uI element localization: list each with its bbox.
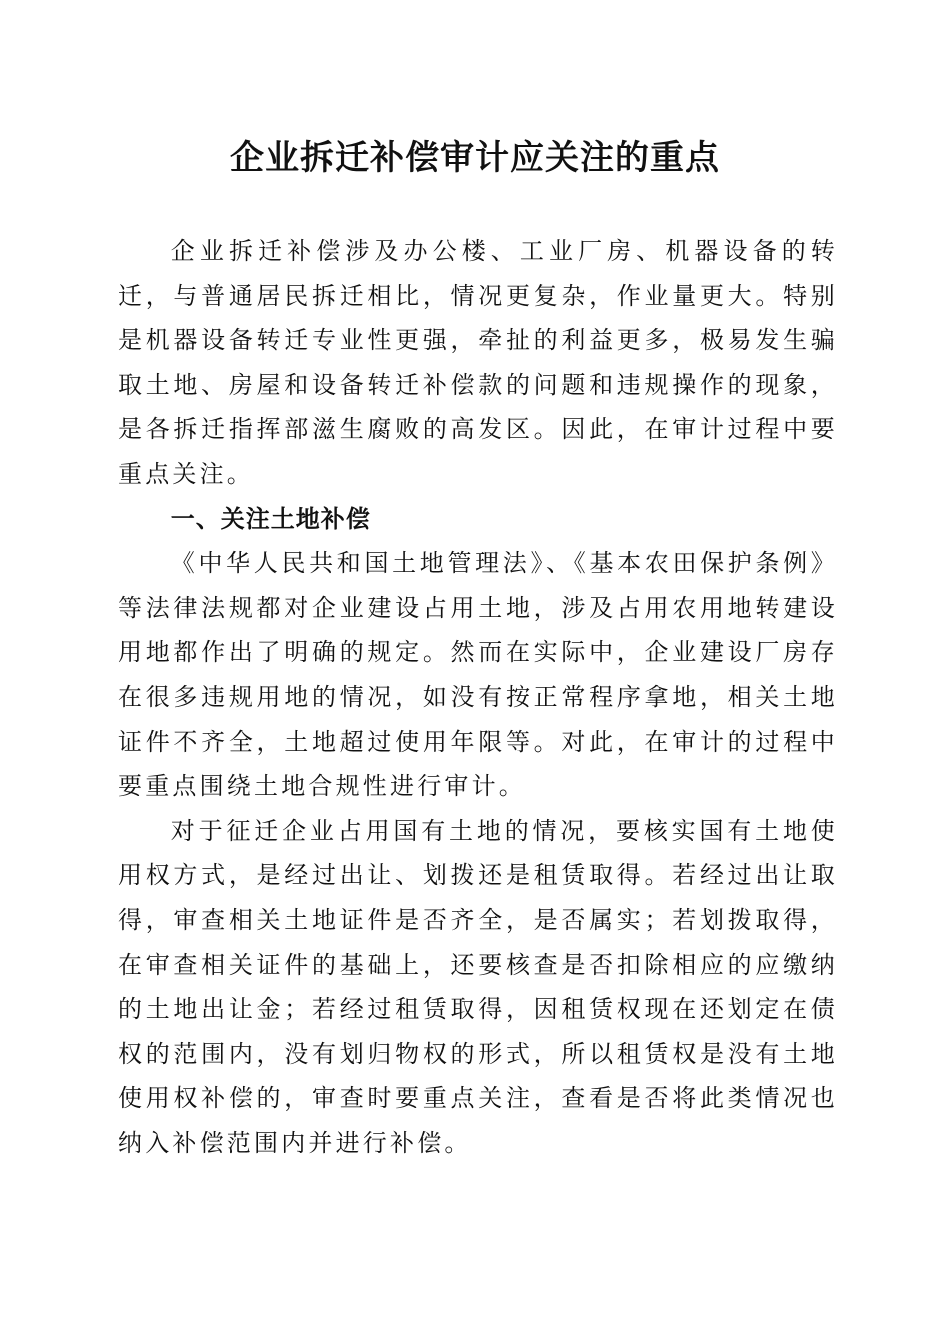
document-title: 企业拆迁补偿审计应关注的重点 [230, 138, 720, 178]
state-land-paragraph: 对于征迁企业占用国有土地的情况，要核实国有土地使用权方式，是经过出让、划拨还是租赁取得。若经过出让取得，审查相关土地证件是否齐全，是否属实；若划拨取得，在审查相关证件的基础上，还要核查是否扣除相应的应缴纳的土地出让金；若经过租赁取得，因租赁权现在还划定在债权的范围内，没有划归物权的形式，所以租赁权是没有土地使用权补偿的，审查时要重点关注，查看是否将此类情况也纳入补偿范围内并进行补偿。 [118, 816, 838, 1157]
document-body [118, 229, 838, 1165]
section-heading-land-compensation: 一、关注土地补偿 [170, 504, 371, 533]
land-law-paragraph: 《中华人民共和国土地管理法》、《基本农田保护条例》等法律法规都对企业建设占用土地，涉及占用农用地转建设用地都作出了明确的规定。然而在实际中，企业建设厂房存在很多违规用地的情况，如没有按正常程序拿地，相关土地证件不齐全，土地超过使用年限等。对此，在审计的过程中要重点围绕土地合规性进行审计。 [118, 549, 838, 801]
intro-paragraph: 企业拆迁补偿涉及办公楼、工业厂房、机器设备的转迁，与普通居民拆迁相比，情况更复杂，作业量更大。特别是机器设备转迁专业性更强，牵扯的利益更多，极易发生骗取土地、房屋和设备转迁补偿款的问题和违规操作的现象，是各拆迁指挥部滋生腐败的高发区。因此，在审计过程中要重点关注。 [118, 237, 838, 488]
